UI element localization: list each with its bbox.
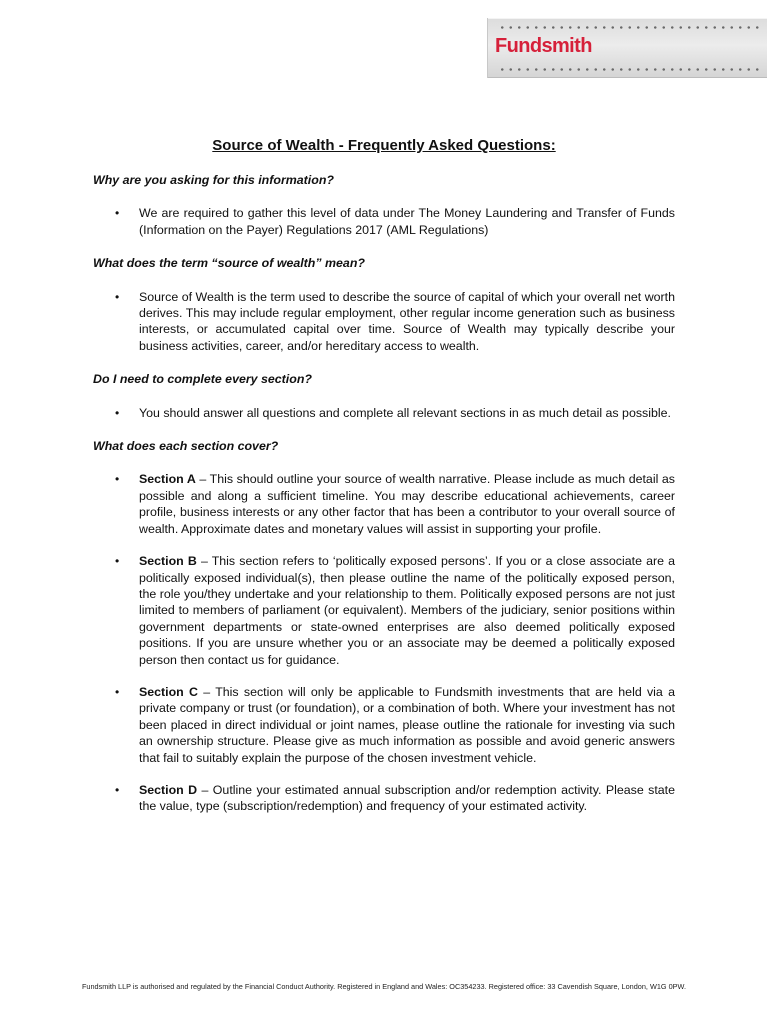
logo-brand-text: Fundsmith [495,35,592,57]
faq-question: Do I need to complete every section? [93,372,312,387]
faq-content [93,172,675,832]
section-b-text: – This section refers to ‘politically exposed persons’. If you or a close associate are a politically exposed individual(s), then please outline the name of the politically exposed person, the role you/they undertake and your relationship to them. Politically exposed persons are not just limited to members of parliament (or equivalent). Members of the judiciary, senior positions within government departments or state-owned enterprises are also deemed politically exposed positions. If you are unsure whether you or an associate may be deemed a politically exposed person then contact us for guidance. [139,554,675,667]
faq-answer-item [93,205,675,238]
section-c-label: Section C [139,684,198,699]
section-c-item [93,684,675,766]
bullet-icon: • [115,206,120,221]
faq-answer-item [93,289,675,355]
faq-question: What does the term “source of wealth” mean? [93,256,365,271]
bullet-icon: • [115,472,120,487]
faq-question: Why are you asking for this information? [93,173,334,187]
fundsmith-logo [487,18,767,78]
logo-rivets-top [498,26,761,29]
bullet-icon: • [115,289,120,304]
faq-question: What does each section cover? [93,439,279,454]
section-a-text: – This should outline your source of wealth narrative. Please include as much detail as possible and along a sufficient timeline. You may describe educational achievements, career profile, business interests or any other factor that has been a contributor to your overall source of wealth. Approximate dates and monetary values will assist in supporting your profile. [139,472,675,536]
faq-answer-text: We are required to gather this level of data under The Money Laundering and Transfer of Funds (Information on the Payer) Regulations 2017 (AML Regulations) [139,206,675,237]
section-b-label: Section B [139,554,197,569]
section-b-item [93,553,675,668]
faq-answer-list [93,205,675,238]
page-title: Source of Wealth - Frequently Asked Questions: [212,137,556,154]
bullet-icon: • [115,684,120,699]
section-c-text: – This section will only be applicable to Fundsmith investments that are held via a private company or trust (or foundation), or a combination of both. Where your investment has not been placed in direct individual or joint names, please outline the rationale for investing via such an ownership structure. Please give as much information as possible and avoid generic answers that fail to suitably explain the purpose of the chosen investment vehicle. [139,684,675,765]
faq-answer-list [93,289,675,355]
section-d-item [93,782,675,815]
section-a-item [93,471,675,537]
section-a-label: Section A [139,472,196,487]
bullet-icon: • [115,405,120,420]
faq-answer-item [93,405,675,421]
section-d-text: – Outline your estimated annual subscription and/or redemption activity. Please state the value, type (subscription/redemption) and frequency of your estimated activity. [139,782,675,814]
bullet-icon: • [115,782,120,797]
section-d-label: Section D [139,782,198,797]
section-list [93,471,675,814]
bullet-icon: • [115,554,120,569]
faq-answer-text: You should answer all questions and complete all relevant sections in as much detail as possible. [139,405,671,420]
faq-answer-text: Source of Wealth is the term used to describe the source of capital of which your overall net worth derives. This may include regular employment, other regular income generation such as business interests, or accumulated capital over time. Source of Wealth may typically describe your business activities, career, and/or hereditary access to wealth. [139,289,675,353]
faq-answer-list [93,405,675,421]
footer-disclaimer: Fundsmith LLP is authorised and regulated by the Financial Conduct Authority. Registered in England and Wales: OC354233. Registered office: 33 Cavendish Square, London, W1G 0PW. [81,982,687,991]
logo-rivets-bottom [498,68,761,71]
